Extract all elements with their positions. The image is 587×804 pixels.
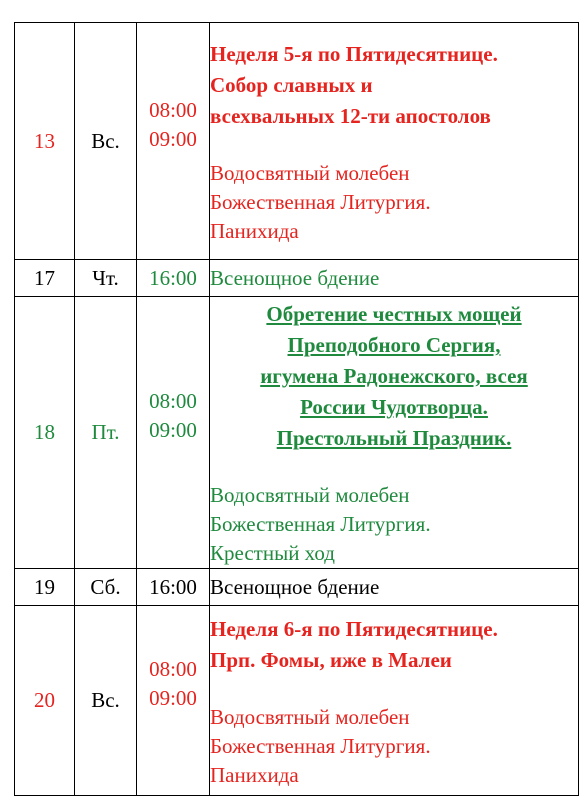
time: 08:00 <box>149 657 197 681</box>
service-item: Водосвятный молебен <box>210 160 410 185</box>
time: 08:00 <box>149 389 197 413</box>
service-item: Божественная Литургия. <box>210 733 431 758</box>
service-item: Всенощное бдение <box>210 569 579 606</box>
day-number: 18 <box>15 297 75 569</box>
table-row <box>15 260 579 297</box>
schedule-table <box>14 22 579 796</box>
day-number: 17 <box>15 260 75 297</box>
day-number: 20 <box>15 606 75 796</box>
service-description <box>210 606 579 796</box>
service-item: Крестный ход <box>210 541 335 565</box>
weekday: Вс. <box>75 23 137 260</box>
service-description <box>210 23 579 260</box>
table-row <box>15 23 579 260</box>
service-item: Водосвятный молебен <box>210 483 410 507</box>
time: 09:00 <box>149 126 197 151</box>
weekday: Чт. <box>75 260 137 297</box>
service-times <box>137 297 210 569</box>
service-item: Панихида <box>210 762 299 787</box>
service-item: Всенощное бдение <box>210 260 579 297</box>
weekday: Вс. <box>75 606 137 796</box>
table-row <box>15 569 579 606</box>
weekday: Пт. <box>75 297 137 569</box>
service-item: Божественная Литургия. <box>210 512 431 536</box>
feast-title: Неделя 6-я по Пятидесятнице. Прп. Фомы, иже в Малеи <box>210 616 498 672</box>
service-times <box>137 23 210 260</box>
day-number: 19 <box>15 569 75 606</box>
table-row <box>15 297 579 569</box>
service-item: Панихида <box>210 218 299 243</box>
feast-title: Неделя 5-я по Пятидесятнице. Собор славных и всехвальных 12-ти апостолов <box>210 41 498 128</box>
service-times <box>137 606 210 796</box>
service-description <box>210 297 579 569</box>
service-item: Водосвятный молебен <box>210 704 410 729</box>
day-number: 13 <box>15 23 75 260</box>
weekday: Сб. <box>75 569 137 606</box>
service-time: 16:00 <box>137 569 210 606</box>
time: 08:00 <box>149 97 197 122</box>
time: 09:00 <box>149 418 197 442</box>
feast-title: Обретение честных мощей Преподобного Сергия, игумена Радонежского, всея России Чудотворца. Престольный Праздник. <box>260 302 528 450</box>
table-row <box>15 606 579 796</box>
service-time: 16:00 <box>137 260 210 297</box>
time: 09:00 <box>149 686 197 710</box>
service-item: Божественная Литургия. <box>210 189 431 214</box>
